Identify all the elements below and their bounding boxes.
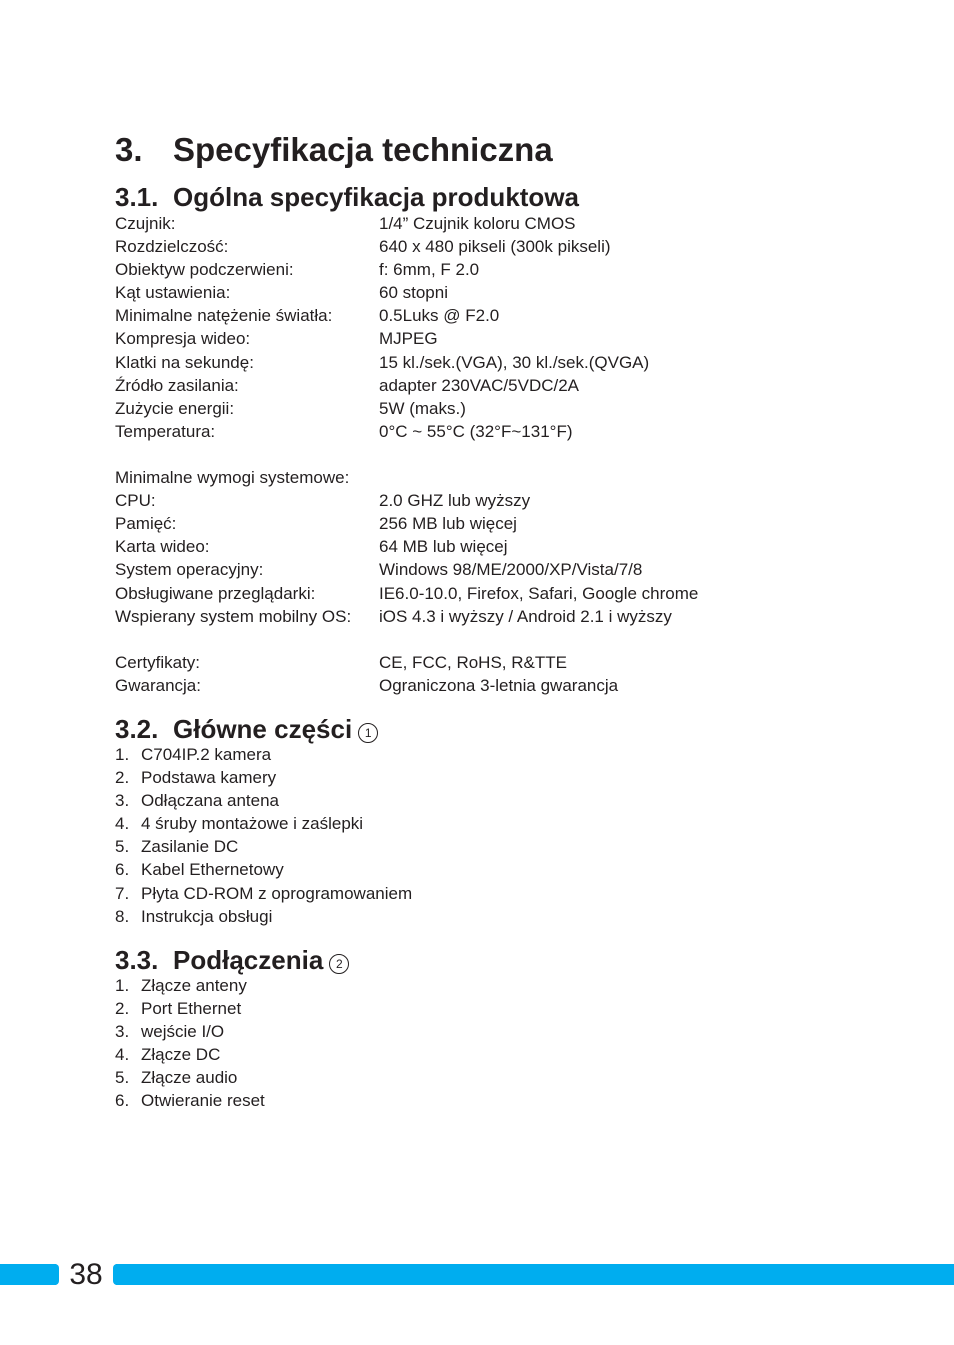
spec-row [115, 397, 835, 420]
list-item-number: 2. [115, 999, 130, 1019]
spec-label: CPU: [115, 491, 156, 511]
list-item-text: Port Ethernet [141, 999, 242, 1019]
page-number: 38 [69, 1258, 103, 1291]
list-item [115, 789, 412, 812]
spec-label: Kąt ustawienia: [115, 283, 231, 303]
spec-label [115, 443, 379, 466]
list-item-text: Złącze audio [141, 1068, 238, 1088]
connections-list [115, 974, 265, 1113]
spec-value: 15 kl./sek.(VGA), 30 kl./sek.(QVGA) [379, 352, 650, 372]
list-item-text: Instrukcja obsługi [141, 906, 273, 926]
spec-row [115, 558, 835, 581]
list-item [115, 1043, 265, 1066]
spec-row [115, 420, 835, 443]
list-item [115, 1089, 265, 1112]
spec-value: 0.5Luks @ F2.0 [379, 306, 500, 326]
list-item [115, 974, 265, 997]
list-item [115, 1020, 265, 1043]
spec-label: System operacyjny: [115, 560, 264, 580]
list-item [115, 812, 412, 835]
spec-label: Certyfikaty: [115, 652, 201, 672]
spec-row [115, 489, 835, 512]
list-item [115, 835, 412, 858]
spec-label: Rozdzielczość: [115, 237, 229, 257]
list-item [115, 766, 412, 789]
spec-row [115, 651, 835, 674]
parts-list [115, 743, 412, 928]
spec-row [115, 374, 835, 397]
list-item-number: 1. [115, 745, 130, 764]
spec-value [379, 628, 835, 651]
spec-value: 1/4” Czujnik koloru CMOS [379, 214, 576, 233]
list-item [115, 1066, 265, 1089]
section-number: 3.3. [115, 945, 159, 975]
spec-label: Źródło zasilania: [115, 375, 239, 395]
spec-label: Minimalne wymogi systemowe: [115, 468, 350, 488]
list-item-text: Podstawa kamery [141, 768, 277, 788]
spec-table [115, 212, 835, 697]
spec-row [115, 628, 835, 651]
list-item [115, 743, 412, 766]
list-item-number: 2. [115, 768, 130, 788]
spec-value: f: 6mm, F 2.0 [379, 260, 480, 280]
spec-value: 60 stopni [379, 283, 448, 303]
list-item-text: Odłączana antena [141, 791, 279, 811]
section-number: 3.2. [115, 714, 159, 744]
spec-value: adapter 230VAC/5VDC/2A [379, 375, 580, 395]
spec-row [115, 535, 835, 558]
list-item-number: 1. [115, 976, 130, 995]
list-item-text: Zasilanie DC [141, 837, 239, 857]
list-item [115, 905, 412, 928]
spec-label: Zużycie energii: [115, 398, 235, 418]
list-item-text: Złącze anteny [141, 976, 247, 995]
list-item-number: 5. [115, 837, 130, 857]
spec-value [379, 443, 835, 466]
spec-label: Klatki na sekundę: [115, 352, 254, 372]
list-item-number: 7. [115, 883, 130, 903]
spec-value: IE6.0-10.0, Firefox, Safari, Google chrome [379, 583, 699, 603]
spec-value: 5W (maks.) [379, 398, 466, 418]
spec-row [115, 582, 835, 605]
list-item-number: 6. [115, 1091, 130, 1111]
list-item-text: Złącze DC [141, 1045, 221, 1065]
spec-row [115, 351, 835, 374]
spec-row [115, 674, 835, 697]
section-heading-connections [115, 943, 349, 977]
list-item-number: 3. [115, 791, 130, 811]
list-item-number: 4. [115, 1045, 130, 1065]
spec-label: Czujnik: [115, 214, 176, 233]
list-item-number: 8. [115, 906, 130, 926]
section-title: Podłączenia [173, 945, 324, 975]
spec-label: Gwarancja: [115, 675, 201, 695]
spec-label: Pamięć: [115, 514, 177, 534]
list-item-number: 4. [115, 814, 130, 834]
spec-label: Obiektyw podczerwieni: [115, 260, 294, 280]
spec-value [379, 466, 835, 489]
section-heading-main-parts [115, 712, 378, 746]
list-item-number: 5. [115, 1068, 130, 1088]
spec-value: 0°C ~ 55°C (32°F~131°F) [379, 421, 573, 441]
section-title: Ogólna specyfikacja produktowa [173, 182, 579, 212]
spec-row [115, 327, 835, 350]
chapter-number: 3. [115, 131, 143, 168]
spec-label: Karta wideo: [115, 537, 210, 557]
spec-value: 256 MB lub więcej [379, 514, 517, 534]
figure-reference-badge: 2 [329, 954, 349, 974]
section-number: 3.1. [115, 182, 159, 212]
spec-value: Windows 98/ME/2000/XP/Vista/7/8 [379, 560, 643, 580]
section-title: Główne części [173, 714, 353, 744]
spec-row [115, 235, 835, 258]
list-item [115, 882, 412, 905]
page-title [115, 128, 553, 172]
spec-value: CE, FCC, RoHS, R&TTE [379, 652, 567, 672]
spec-value: Ograniczona 3-letnia gwarancja [379, 675, 619, 695]
spec-label: Obsługiwane przeglądarki: [115, 583, 316, 603]
list-item-text: Kabel Ethernetowy [141, 860, 284, 880]
spec-label: Wspierany system mobilny OS: [115, 606, 352, 626]
spec-label [115, 628, 379, 651]
list-item [115, 997, 265, 1020]
spec-value: 640 x 480 pikseli (300k pikseli) [379, 237, 611, 257]
list-item-number: 3. [115, 1022, 130, 1042]
spec-value: MJPEG [379, 329, 438, 349]
list-item-number: 6. [115, 860, 130, 880]
spec-row [115, 258, 835, 281]
spec-label: Temperatura: [115, 421, 216, 441]
spec-value: 2.0 GHZ lub wyższy [379, 491, 531, 511]
list-item [115, 858, 412, 881]
spec-label: Minimalne natężenie światła: [115, 306, 333, 326]
figure-reference-badge: 1 [358, 723, 378, 743]
footer-accent-bar [0, 1264, 954, 1285]
section-heading-general-spec [115, 180, 579, 214]
spec-row [115, 605, 835, 628]
chapter-title: Specyfikacja techniczna [173, 131, 553, 168]
spec-row [115, 443, 835, 466]
spec-row [115, 212, 835, 235]
list-item-text: C704IP.2 kamera [141, 745, 272, 764]
list-item-text: wejście I/O [141, 1022, 225, 1042]
list-item-text: 4 śruby montażowe i zaślepki [141, 814, 364, 834]
spec-row [115, 281, 835, 304]
spec-row [115, 304, 835, 327]
spec-row [115, 512, 835, 535]
spec-row [115, 466, 835, 489]
spec-label: Kompresja wideo: [115, 329, 251, 349]
list-item-text: Płyta CD-ROM z oprogramowaniem [141, 883, 413, 903]
spec-value: 64 MB lub więcej [379, 537, 508, 557]
list-item-text: Otwieranie reset [141, 1091, 265, 1111]
spec-value: iOS 4.3 i wyższy / Android 2.1 i wyższy [379, 606, 672, 626]
